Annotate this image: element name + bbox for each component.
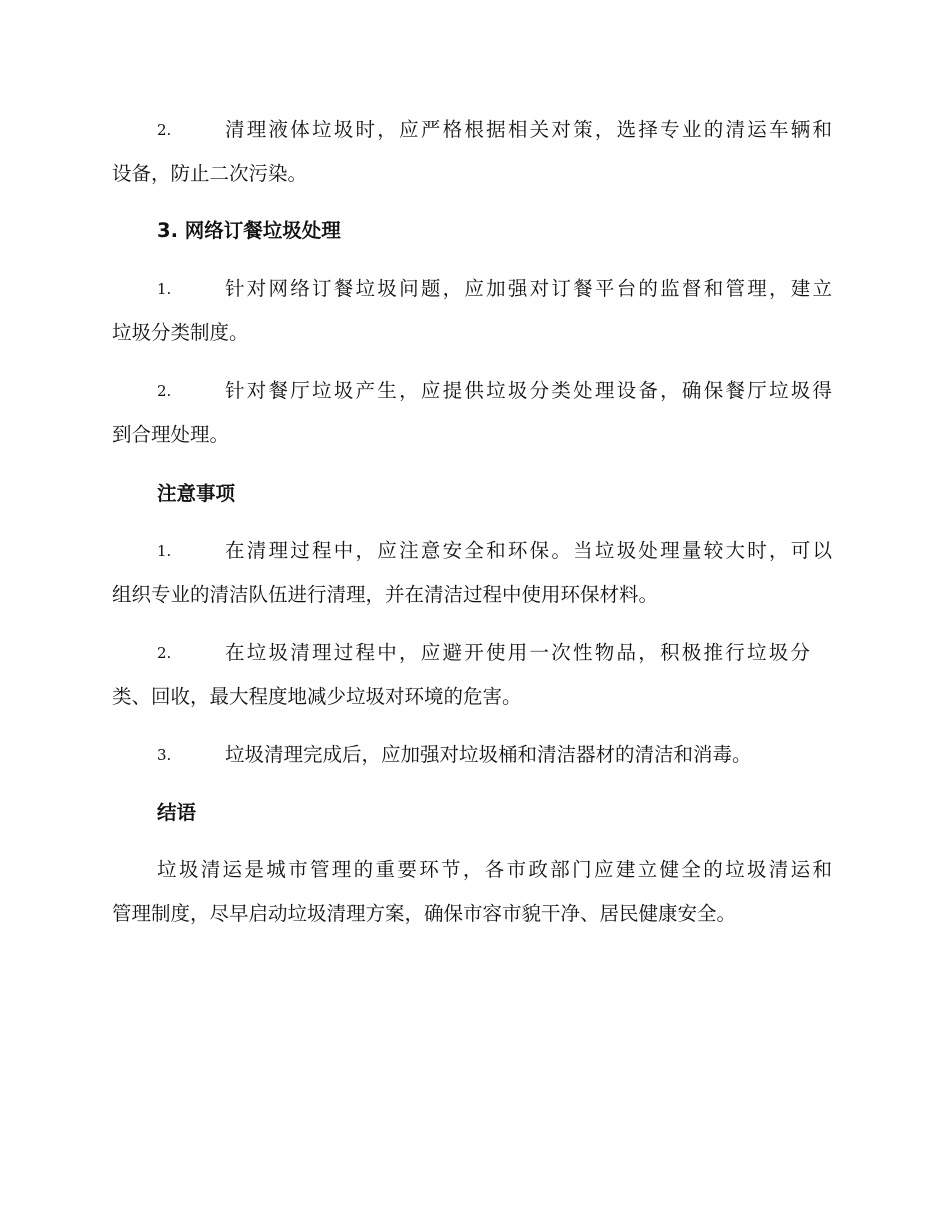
list-number: 1. bbox=[157, 542, 172, 560]
list-number: 3. bbox=[157, 746, 172, 764]
conclusion-paragraph-line: 管理制度，尽早启动垃圾清理方案，确保市容市貌干净、居民健康安全。 bbox=[112, 902, 737, 925]
section-heading: 注意事项 bbox=[157, 482, 236, 505]
list-item-text-continuation: 组织专业的清洁队伍进行清理，并在清洁过程中使用环保材料。 bbox=[112, 583, 659, 606]
list-item-text-continuation: 设备，防止二次污染。 bbox=[112, 162, 308, 185]
list-item-text: 针对餐厅垃圾产生，应提供垃圾分类处理设备，确保餐厅垃圾得 bbox=[225, 379, 832, 402]
list-item-text: 垃圾清理完成后，应加强对垃圾桶和清洁器材的清洁和消毒。 bbox=[225, 743, 752, 766]
section-heading: 3. 网络订餐垃圾处理 bbox=[157, 219, 341, 242]
list-number: 2. bbox=[157, 121, 172, 139]
list-item-text: 在垃圾清理过程中，应避开使用一次性物品，积极推行垃圾分 bbox=[225, 641, 810, 664]
section-heading: 结语 bbox=[157, 801, 197, 824]
list-item-text-continuation: 垃圾分类制度。 bbox=[112, 321, 249, 344]
conclusion-paragraph-line: 垃圾清运是城市管理的重要环节，各市政部门应建立健全的垃圾清运和 bbox=[157, 858, 832, 881]
list-number: 2. bbox=[157, 644, 172, 662]
list-item-text: 在清理过程中，应注意安全和环保。当垃圾处理量较大时，可以 bbox=[225, 539, 832, 562]
list-item-text: 清理液体垃圾时，应严格根据相关对策，选择专业的清运车辆和 bbox=[225, 118, 832, 141]
list-number: 1. bbox=[157, 280, 172, 298]
list-item-text-continuation: 类、回收，最大程度地减少垃圾对环境的危害。 bbox=[112, 685, 522, 708]
list-item-text-continuation: 到合理处理。 bbox=[112, 423, 230, 446]
list-number: 2. bbox=[157, 382, 172, 400]
list-item-text: 针对网络订餐垃圾问题，应加强对订餐平台的监督和管理，建立 bbox=[225, 277, 832, 300]
